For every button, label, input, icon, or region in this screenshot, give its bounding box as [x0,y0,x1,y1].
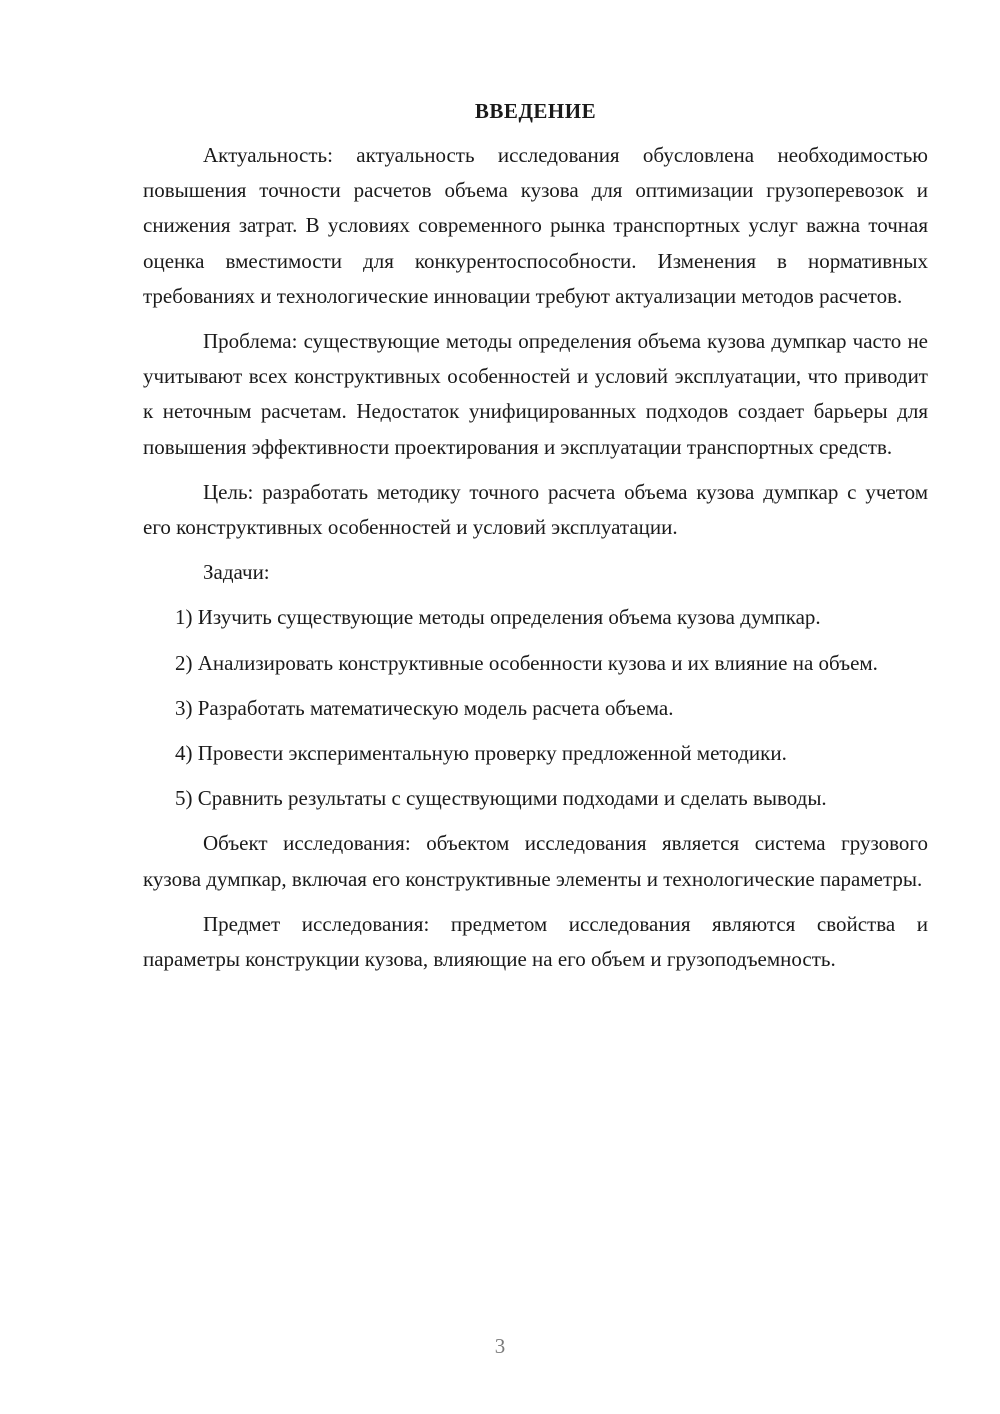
task-item-5: 5) Сравнить результаты с существующими подходами и сделать выводы. [175,786,827,811]
document-page [143,96,928,987]
relevance-paragraph: Актуальность: актуальность исследования обусловлена необходимостью повышения точности расчетов объема кузова для оптимизации грузоперевозок и снижения затрат. В условиях современного рынка транспортных услуг важна точная оценка вместимости для конкурентоспособности. Изменения в нормативных требованиях и технологические инновации требуют актуализации методов расчетов. [143,143,928,308]
subject-paragraph: Предмет исследования: предметом исследования являются свойства и параметры конструкции кузова, влияющие на его объем и грузоподъемность. [143,911,928,972]
task-item-1: 1) Изучить существующие методы определения объема кузова думпкар. [175,605,821,630]
task-item-4: 4) Провести экспериментальную проверку предложенной методики. [175,741,787,766]
object-paragraph: Объект исследования: объектом исследования является система грузового кузова думпкар, включая его конструктивные элементы и технологические параметры. [143,831,928,891]
page-number: 3 [494,1334,506,1358]
page-title: ВВЕДЕНИЕ [474,99,597,123]
goal-paragraph: Цель: разработать методику точного расчета объема кузова думпкар с учетом его конструктивных особенностей и условий эксплуатации. [143,479,928,540]
task-item-2: 2) Анализировать конструктивные особенности кузова и их влияние на объем. [175,650,878,675]
problem-paragraph: Проблема: существующие методы определения объема кузова думпкар часто не учитывают всех конструктивных особенностей и условий эксплуатации, что приводит к неточным расчетам. Недостаток унифицированных подходов создает барьеры для повышения эффективности проектирования и эксплуатации транспортных средств. [143,329,928,459]
tasks-label: Задачи: [203,560,270,585]
task-item-3: 3) Разработать математическую модель расчета объема. [175,695,674,720]
